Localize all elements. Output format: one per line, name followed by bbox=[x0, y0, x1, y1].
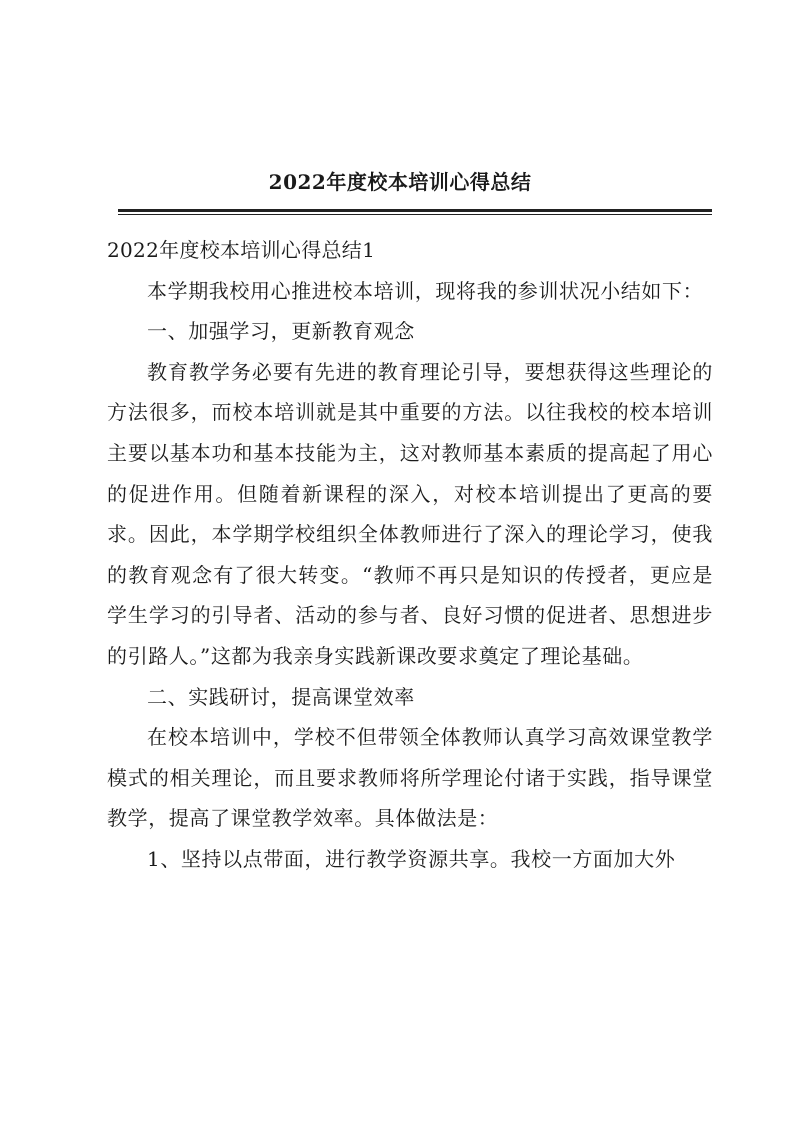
title-divider-thin bbox=[118, 214, 712, 215]
document-body bbox=[107, 230, 713, 880]
section-heading: 2022年度校本培训心得总结1 bbox=[107, 238, 376, 262]
document-title: 2022年度校本培训心得总结 bbox=[268, 170, 532, 194]
title-divider-thick bbox=[118, 209, 712, 212]
paragraph-point-one: 1、坚持以点带面，进行教学资源共享。我校一方面加大外 bbox=[147, 846, 676, 871]
paragraph-intro: 本学期我校用心推进校本培训，现将我的参训状况小结如下： bbox=[147, 278, 704, 303]
paragraph-one: 教育教学务必要有先进的教育理论引导，要想获得这些理论的方法很多，而校本培训就是其中重要的方法。以往我校的校本培训主要以基本功和基本技能为主，这对教师基本素质的提高起了用心的促进作用。但随着新课程的深入，对校本培训提出了更高的要求。因此，本学期学校组织全体教师进行了深入的理论学习，使我的教育观念有了很大转变。“教师不再只是知识的传授者，更应是学生学习的引导者、活动的参与者、良好习惯的促进者、思想进步的引路人。”这都为我亲身实践新课改要求奠定了理论基础。 bbox=[107, 359, 713, 668]
subheading-one: 一、加强学习，更新教育观念 bbox=[147, 319, 415, 344]
subheading-two: 二、实践研讨，提高课堂效率 bbox=[147, 684, 415, 709]
paragraph-two: 在校本培训中，学校不但带领全体教师认真学习高效课堂教学模式的相关理论，而且要求教师将所学理论付诸于实践，指导课堂教学，提高了课堂教学效率。具体做法是： bbox=[107, 725, 713, 831]
